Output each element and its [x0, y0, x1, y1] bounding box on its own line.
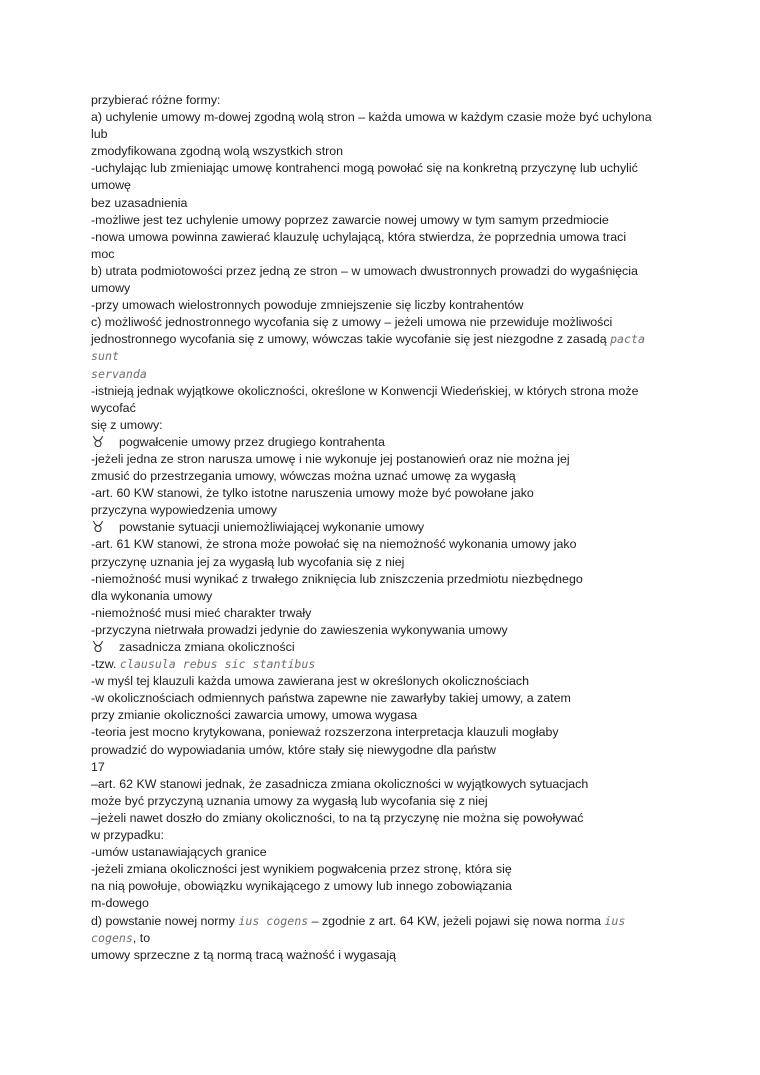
line-text: -możliwe jest tez uchylenie umowy poprzez zawarcie nowej umowy w tym samym przedmiocie	[91, 212, 609, 227]
text-line	[91, 571, 681, 588]
text-line	[91, 297, 681, 314]
latin-term: clausula rebus sic stantibus	[119, 657, 316, 672]
text-line	[91, 366, 681, 383]
line-text: się z umowy:	[91, 417, 163, 432]
line-text: – zgodnie z art. 64 KW, jeżeli pojawi się nowa norma	[308, 913, 605, 928]
text-line	[91, 280, 681, 297]
line-text: lub	[91, 127, 108, 142]
text-line	[91, 160, 681, 177]
text-line	[91, 451, 681, 468]
text-line	[91, 417, 681, 434]
line-text: wycofać	[91, 400, 136, 415]
text-line	[91, 913, 681, 930]
document-text	[91, 92, 681, 964]
line-text: zasadnicza zmiana okoliczności	[119, 640, 295, 654]
line-text: -art. 61 KW stanowi, że strona może powołać się na niemożność wykonania umowy jako	[91, 537, 577, 552]
text-line	[91, 502, 681, 519]
text-line	[91, 400, 681, 417]
text-line	[91, 554, 681, 571]
text-line	[91, 434, 681, 451]
line-text: może być przyczyną uznania umowy za wygasłą lub wycofania się z niej	[91, 793, 488, 808]
text-line	[91, 810, 681, 827]
line-text: -umów ustanawiających granice	[91, 845, 267, 860]
text-line	[91, 844, 681, 861]
latin-term: cogens	[91, 930, 133, 945]
line-text: -niemożność musi mieć charakter trwały	[91, 605, 312, 620]
text-line	[91, 212, 681, 229]
line-text: prowadzić do wypowiadania umów, które stały się niewygodne dla państw	[91, 742, 496, 757]
line-text: moc	[91, 246, 115, 261]
taurus-bullet-icon	[91, 434, 119, 451]
line-text: -nowa umowa powinna zawierać klauzulę uchylającą, która stwierdza, że poprzednia umowa traci	[91, 229, 627, 244]
text-line	[91, 861, 681, 878]
line-text: -jeżeli zmiana okoliczności jest wynikiem pogwałcenia przez stronę, która się	[91, 862, 512, 877]
text-line	[91, 759, 681, 776]
line-text: przyczynę uznania jej za wygasłą lub wycofania się z niej	[91, 554, 405, 569]
text-line	[91, 605, 681, 622]
line-text: -istnieją jednak wyjątkowe okoliczności, określone w Konwencji Wiedeńskiej, w których strona może	[91, 383, 639, 398]
line-text: przyczyna wypowiedzenia umowy	[91, 503, 277, 518]
text-line	[91, 793, 681, 810]
line-text: na nią powołuje, obowiązku wynikającego z umowy lub innego zobowiązania	[91, 879, 512, 894]
text-line	[91, 195, 681, 212]
line-text: -w okolicznościach odmiennych państwa zapewne nie zawarłyby takiej umowy, a zatem	[91, 691, 571, 706]
text-line	[91, 468, 681, 485]
text-line	[91, 724, 681, 741]
line-text: -art. 60 KW stanowi, że tylko istotne naruszenia umowy może być powołane jako	[91, 486, 534, 501]
line-text: –art. 62 KW stanowi jednak, że zasadnicza zmiana okoliczności w wyjątkowych sytuacjach	[91, 776, 589, 791]
line-text: -teoria jest mocno krytykowana, ponieważ rozszerzona interpretacja klauzuli mogłaby	[91, 725, 559, 740]
line-text: -uchylając lub zmieniając umowę kontrahenci mogą powołać się na konkretną przyczynę lub uchylić	[91, 161, 638, 176]
latin-term: ius cogens	[238, 913, 309, 928]
line-text: powstanie sytuacji uniemożliwiającej wykonanie umowy	[119, 520, 425, 535]
text-line	[91, 690, 681, 707]
text-line	[91, 776, 681, 793]
text-line	[91, 92, 681, 109]
latin-term: sunt	[91, 349, 119, 364]
text-line	[91, 536, 681, 553]
line-text: w przypadku:	[91, 828, 165, 843]
text-line	[91, 622, 681, 639]
text-line	[91, 930, 681, 947]
line-text: , to	[132, 930, 151, 945]
latin-term: servanda	[91, 366, 147, 381]
text-line	[91, 143, 681, 160]
line-text: jednostronnego wycofania się z umowy, wówczas takie wycofanie się jest niezgodne z zasadą	[91, 332, 611, 347]
text-line	[91, 348, 681, 365]
text-line	[91, 246, 681, 263]
line-text: –jeżeli nawet doszło do zmiany okoliczności, to na tą przyczynę nie można się powoływać	[91, 810, 584, 825]
line-text: -jeżeli jedna ze stron narusza umowę i nie wykonuje jej postanowień oraz nie można jej	[91, 451, 570, 466]
line-text: d) powstanie nowej normy	[91, 913, 239, 928]
line-text: -niemożność musi wynikać z trwałego zniknięcia lub zniszczenia przedmiotu niezbędnego	[91, 571, 583, 586]
text-line	[91, 109, 681, 126]
latin-term: pacta	[610, 332, 645, 347]
text-line	[91, 485, 681, 502]
text-line	[91, 707, 681, 724]
line-text: b) utrata podmiotowości przez jedną ze stron – w umowach dwustronnych prowadzi do wygaśnięcia	[91, 263, 638, 278]
line-text: -tzw.	[91, 657, 120, 672]
text-line	[91, 673, 681, 690]
text-line	[91, 177, 681, 194]
text-line	[91, 263, 681, 280]
text-line	[91, 383, 681, 400]
latin-term: ius	[604, 913, 626, 928]
line-text: pogwałcenie umowy przez drugiego kontrahenta	[119, 434, 385, 449]
line-text: umowy sprzeczne z tą normą tracą ważność i wygasają	[91, 947, 397, 962]
line-text: bez uzasadnienia	[91, 195, 188, 210]
text-line	[91, 588, 681, 605]
line-text: zmusić do przestrzegania umowy, wówczas można uznać umowę za wygasłą	[91, 469, 516, 484]
line-text: umowę	[91, 178, 131, 193]
text-line	[91, 229, 681, 246]
text-line	[91, 331, 681, 348]
line-text: zmodyfikowana zgodną wolą wszystkich stron	[91, 144, 344, 159]
line-text: m-dowego	[91, 896, 149, 911]
line-text: dla wykonania umowy	[91, 588, 213, 603]
taurus-bullet-icon	[91, 639, 119, 656]
line-text: umowy	[91, 281, 131, 296]
line-text: -przy umowach wielostronnych powoduje zmniejszenie się liczby kontrahentów	[91, 298, 524, 313]
text-line	[91, 878, 681, 895]
text-line	[91, 656, 681, 673]
text-line	[91, 314, 681, 331]
line-text: 17	[91, 759, 105, 774]
text-line	[91, 895, 681, 912]
text-line	[91, 639, 681, 656]
text-line	[91, 742, 681, 759]
line-text: przy zmianie okoliczności zawarcia umowy, umowa wygasa	[91, 708, 418, 723]
text-line	[91, 519, 681, 536]
line-text: przybierać różne formy:	[91, 93, 221, 107]
line-text: -w myśl tej klauzuli każda umowa zawierana jest w określonych okolicznościach	[91, 674, 529, 689]
line-text: -przyczyna nietrwała prowadzi jedynie do zawieszenia wykonywania umowy	[91, 622, 508, 637]
text-line	[91, 126, 681, 143]
text-line	[91, 827, 681, 844]
line-text: a) uchylenie umowy m-dowej zgodną wolą stron – każda umowa w każdym czasie może być uchylona	[91, 110, 652, 125]
text-line	[91, 947, 681, 964]
line-text: c) możliwość jednostronnego wycofania się z umowy – jeżeli umowa nie przewiduje możliwości	[91, 315, 613, 330]
taurus-bullet-icon	[91, 519, 119, 536]
